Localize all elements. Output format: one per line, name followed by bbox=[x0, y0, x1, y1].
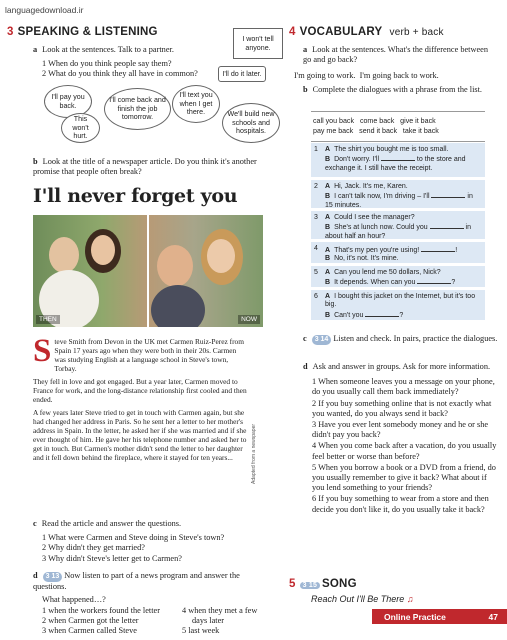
answer-blank[interactable] bbox=[365, 310, 399, 317]
watermark: languagedownload.ir bbox=[5, 5, 84, 15]
section-subtitle: verb + back bbox=[389, 27, 444, 38]
phrase-box: call you back come back give it back pay me back send it back take it back bbox=[311, 111, 485, 142]
dialogue-6: 6 A I bought this jacket on the Internet, but it's too big. B Can't you ? bbox=[311, 290, 485, 320]
article-body bbox=[33, 333, 249, 466]
section-title: SPEAKING & LISTENING bbox=[17, 26, 158, 38]
speech-bubble: I'll come back and finish the job tomorrow. bbox=[104, 88, 171, 130]
speech-bubble: We'll build new schools and hospitals. bbox=[222, 103, 280, 143]
exercise-4d: d Ask and answer in groups. Ask for more information. 1 When someone leaves you a message on your phone, do you usually call them back immediately? 2 If you buy something online that is not exactly what you wanted, do you always send it back? 3 Have you ever lent somebody money and he or she didn't pay you back? 4 When you come back after a vacation, do you usually feel better or worse than before? 5 When you borrow a book or a DVD from a friend, do you usually remember to give it back? What about if you lend something to your friends? 6 If you buy something to wear from a store and then decide you don't like it, do you usually take it back? bbox=[303, 362, 497, 514]
exercise-3d: d 3 13 Now listen to part of a news program and answer the questions. What happened…? 1 when the workers found the letter 2 when Carmen got the letter 3 when Carmen called Steve 4 when they met a few days later 5 last week bbox=[33, 571, 273, 636]
photo-label-now: NOW bbox=[238, 315, 260, 324]
exercise-4b: b Complete the dialogues with a phrase from the list. bbox=[303, 85, 482, 94]
speech-bubble: I won't tell anyone. bbox=[233, 28, 283, 59]
young-man-face bbox=[49, 237, 79, 273]
audio-track-icon[interactable]: 3 15 bbox=[300, 582, 320, 589]
exercise-4a: a Look at the sentences. What's the difference between go and go back? I'm going to work. I'm going back to work. bbox=[294, 45, 488, 81]
speech-bubble: This won't hurt. bbox=[61, 113, 100, 143]
article-photo bbox=[33, 215, 263, 327]
section-5-heading: 5 3 15 SONG bbox=[289, 578, 357, 590]
question-list: 1 What were Carmen and Steve doing in Steve's town? 2 Why didn't they get married? 3 Why didn't Steve's letter get to Carmen? bbox=[42, 533, 225, 563]
dialogue-3: 3 A Could I see the manager? B She's at lunch now. Could you in about half an hour? bbox=[311, 211, 485, 239]
photo-divider bbox=[147, 215, 149, 327]
exercise-4c: c 3 14 Listen and check. In pairs, practice the dialogues. bbox=[303, 334, 498, 345]
answer-blank[interactable] bbox=[421, 245, 455, 252]
answer-blank[interactable] bbox=[430, 222, 464, 229]
source-credit: Adapted from a newspaper bbox=[251, 423, 257, 485]
older-man-face bbox=[157, 245, 193, 287]
article-paragraph: A few years later Steve tried to get in touch with Carmen again, but she had changed her address in Paris. So he sent her a letter to her mother's address in Spain. In the letter, he asked her if she was married and if she ever thought of him. He gave her his telephone number and asked her to get in touch. But Carmen's mother didn't send the letter to her daughter and it fell down behind the fireplace, where it stayed for ten years... bbox=[33, 407, 247, 463]
exercise-3b: b Look at the title of a newspaper article. Do you think it's another promise that people often break? bbox=[33, 157, 257, 177]
photo-label-then: THEN bbox=[36, 315, 60, 324]
speech-bubble: I'll do it later. bbox=[218, 66, 266, 82]
article-headline: I'll never forget you bbox=[33, 185, 238, 207]
speech-bubble: I'll text you when I get there. bbox=[172, 85, 220, 123]
article-paragraph: Steve Smith from Devon in the UK met Carmen Ruiz-Perez from Spain 17 years ago when they were both in their 20s. Carmen was studying English at a language school in Steve's town, Torbay. bbox=[33, 333, 245, 374]
question-list: 1 when the workers found the letter 2 when Carmen got the letter 3 when Carmen called Steve 4 when they met a few days later 5 last week bbox=[42, 605, 258, 636]
answer-blank[interactable] bbox=[417, 277, 451, 284]
dialogue-5: 5 A Can you lend me 50 dollars, Nick? B It depends. When can you ? bbox=[311, 266, 485, 287]
answer-blank[interactable] bbox=[381, 154, 415, 161]
question-list: 1 When someone leaves you a message on your phone, do you usually call them back immediately? 2 If you buy something online that is not exactly what you wanted, do you always send it back? 3 Have you ever lent somebody money and he or she didn't pay you back? 4 When you come back after a vacation, do you usually feel better or worse than before? 5 When you borrow a book or a DVD from a friend, do you usually remember to give it back? What about if you lend something to your friends? 6 If you buy something to wear from a store and then decide you don't like it, do you usually take it back? bbox=[312, 377, 497, 514]
footer-bar bbox=[372, 609, 507, 624]
article-paragraph: They fell in love and got engaged. But a year later, Carmen moved to France for work, and the long-distance relationship first cooled and then ended. bbox=[33, 376, 247, 405]
jacket-shape bbox=[151, 285, 205, 327]
young-woman-face bbox=[91, 235, 115, 265]
audio-track-icon[interactable]: 3 14 bbox=[312, 335, 332, 345]
speech-bubble: I'll pay you back. bbox=[44, 85, 92, 118]
dialogue-4: 4 A That's my pen you're using! ! B No, it's not. It's mine. bbox=[311, 242, 485, 263]
drop-cap: S bbox=[33, 333, 52, 369]
section-4-heading: 4 VOCABULARY verb + back bbox=[289, 26, 444, 38]
dialogue-2: 2 A Hi, Jack. It's me, Karen. B I can't talk now, I'm driving – I'll in 15 minutes. bbox=[311, 180, 485, 208]
song-title: Reach Out I'll Be There ♫ bbox=[311, 594, 414, 604]
online-practice-link[interactable]: Online Practice bbox=[384, 611, 446, 622]
music-note-icon: ♫ bbox=[406, 594, 414, 604]
answer-blank[interactable] bbox=[431, 191, 465, 198]
question-list: 1 When do you think people say them? 2 What do you think they all have in common? bbox=[42, 59, 198, 79]
exercise-3a: a Look at the sentences. Talk to a partner. 1 When do you think people say them? 2 What do you think they all have in common? bbox=[33, 45, 233, 80]
section-number: 3 bbox=[7, 26, 14, 38]
audio-track-icon[interactable]: 3 13 bbox=[43, 572, 63, 582]
dialogue-1: 1 A The shirt you bought me is too small. B Don't worry. I'll to the store and exchange it. I still have the receipt. bbox=[311, 143, 485, 177]
exercise-3c: c Read the article and answer the questions. 1 What were Carmen and Steve doing in Steve's town? 2 Why didn't they get married? 3 Why didn't Steve's letter get to Carmen? bbox=[33, 519, 273, 564]
older-woman-face bbox=[207, 239, 235, 273]
section-3-heading bbox=[7, 26, 158, 38]
page-number: 47 bbox=[488, 611, 498, 622]
